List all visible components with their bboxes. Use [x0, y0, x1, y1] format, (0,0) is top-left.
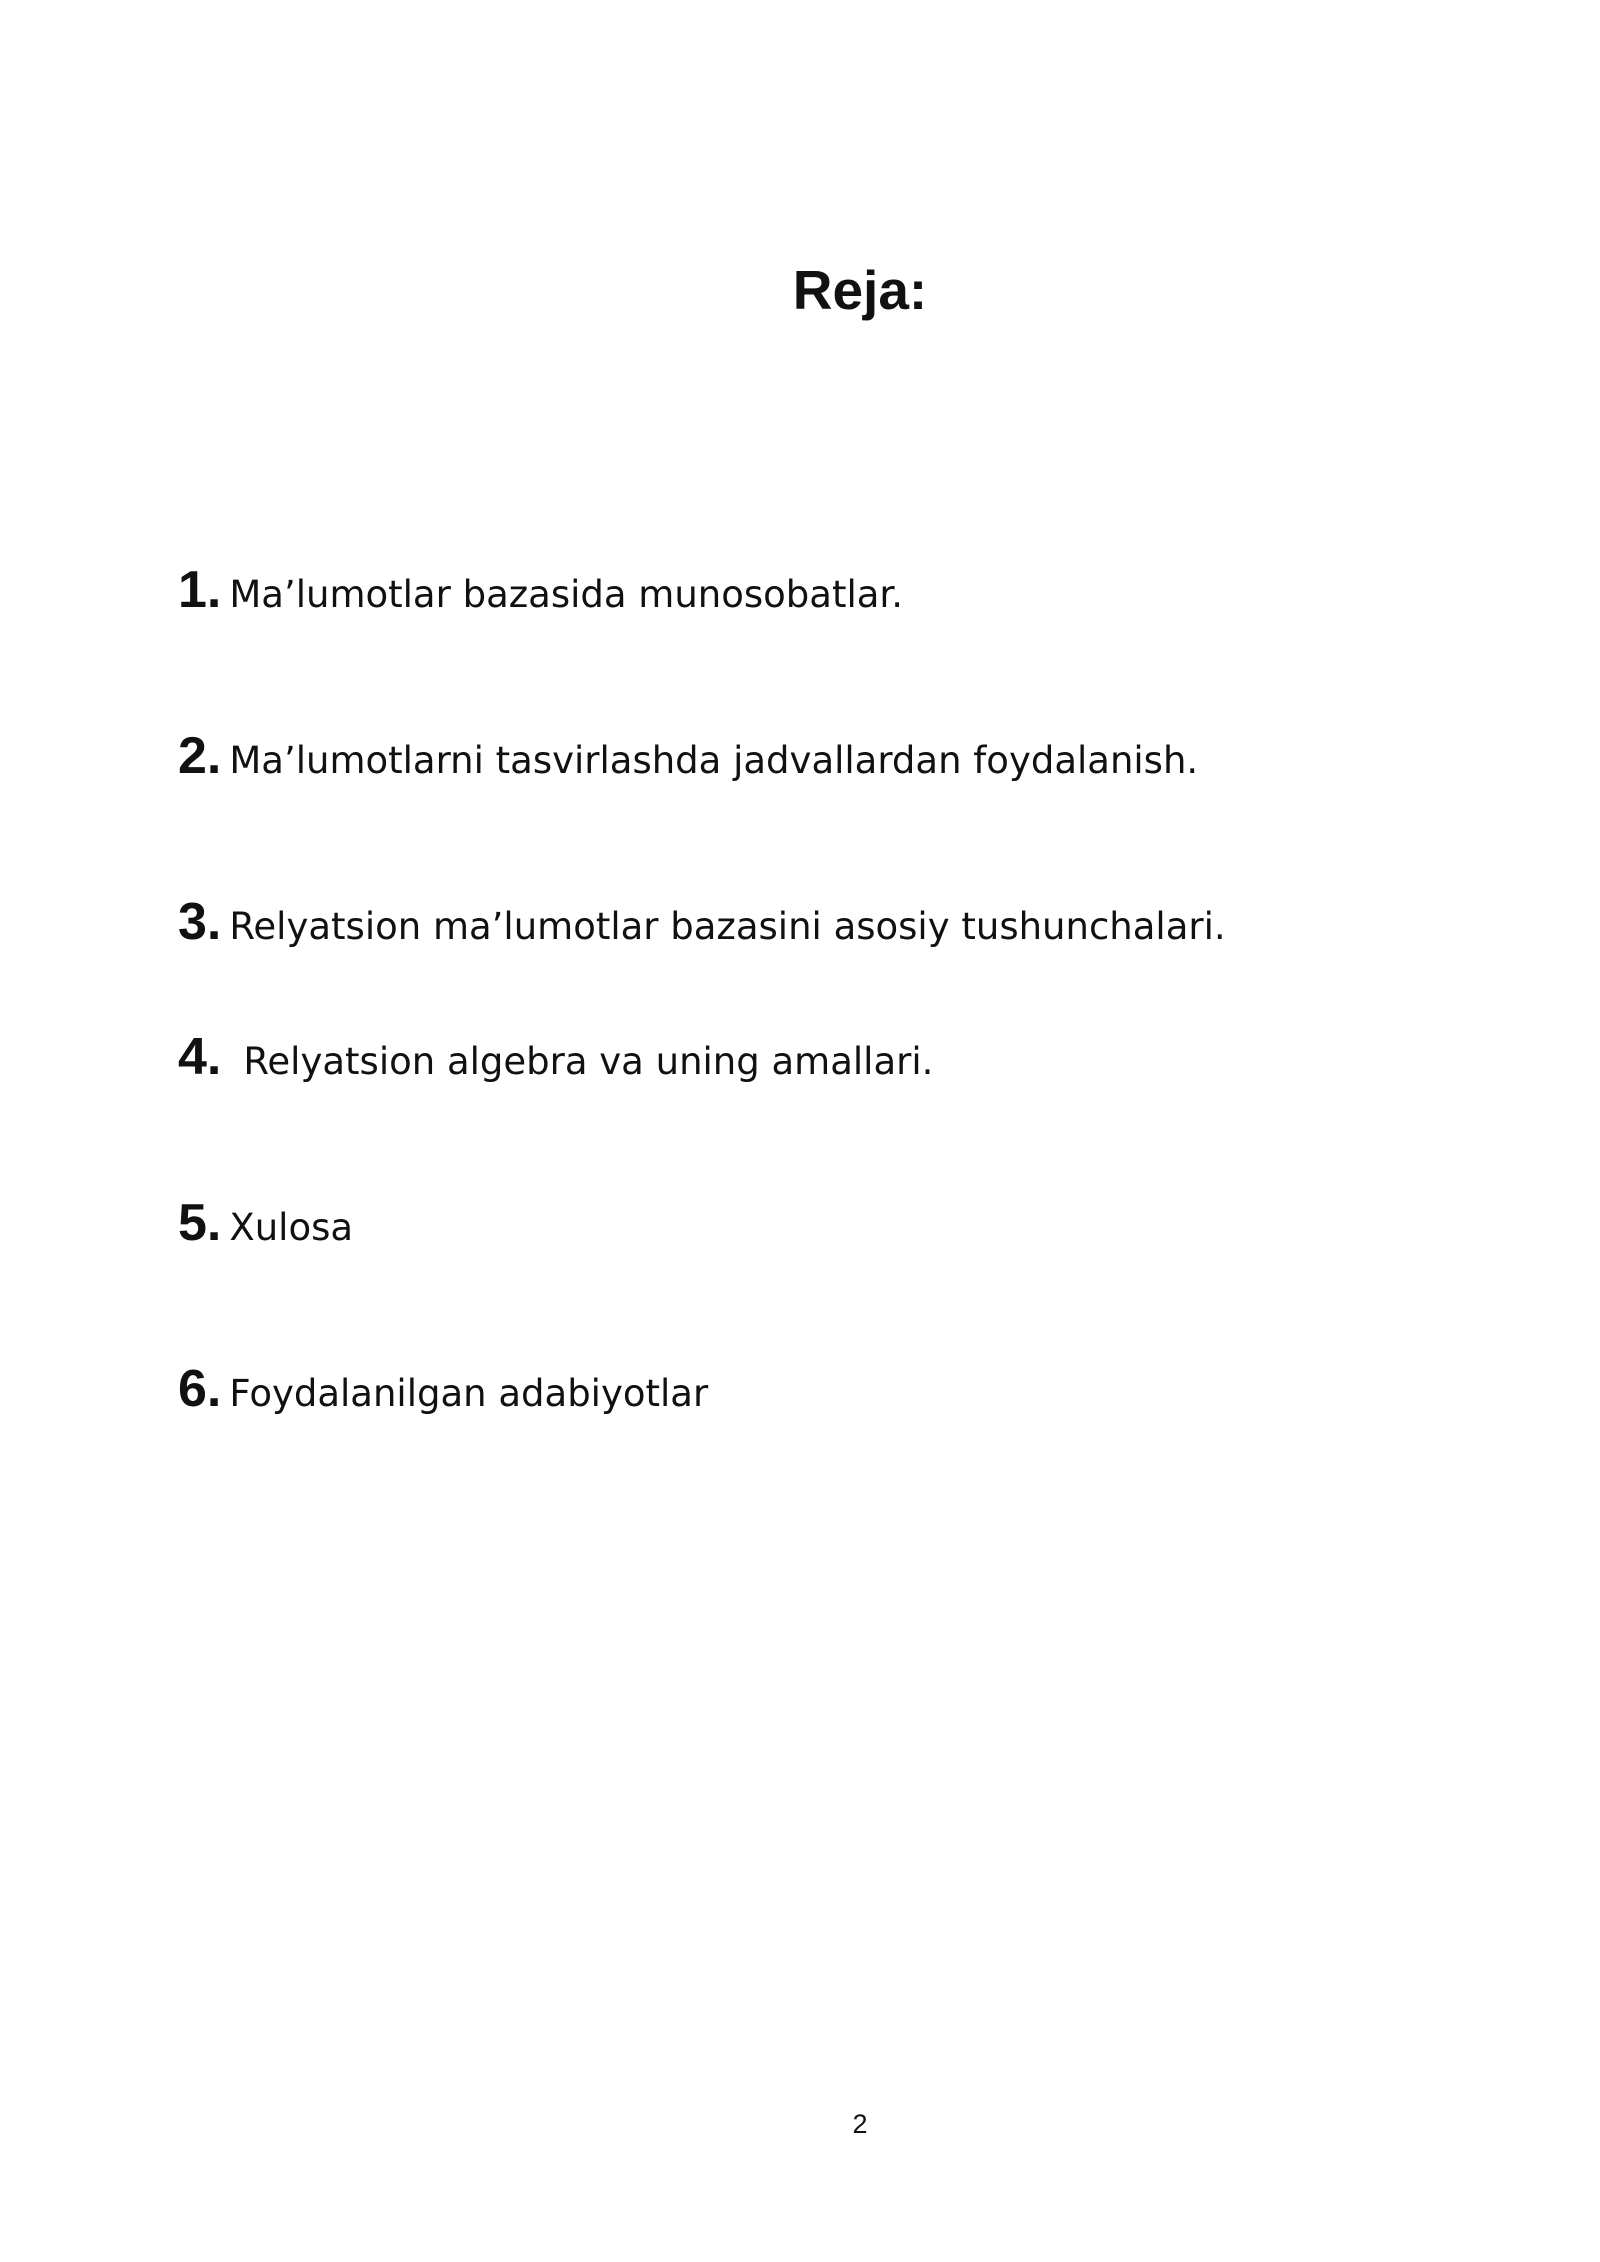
list-item-text: Relyatsion ma’lumotlar bazasini asosiy tushunchalari.	[229, 905, 1226, 948]
list-item-number: 1.	[178, 561, 222, 619]
page-title: Reja:	[792, 259, 928, 321]
list-item	[178, 726, 1198, 791]
list-item-text: Relyatsion algebra va uning amallari.	[243, 1040, 934, 1083]
list-item-number: 4.	[178, 1028, 222, 1086]
list-item-text: Ma’lumotlarni tasvirlashda jadvallardan foydalanish.	[229, 739, 1199, 782]
list-item-number: 5.	[178, 1194, 222, 1252]
list-item	[178, 1359, 708, 1424]
list-item-text: Ma’lumotlar bazasida munosobatlar.	[229, 573, 903, 616]
list-item-text: Xulosa	[229, 1206, 354, 1249]
list-item	[178, 560, 903, 625]
list-item-text: Foydalanilgan adabiyotlar	[229, 1372, 709, 1415]
list-item-number: 2.	[178, 727, 222, 785]
page-number: 2	[852, 2109, 868, 2139]
list-item	[178, 1193, 353, 1258]
list-item-number: 3.	[178, 893, 222, 951]
list-item-number: 6.	[178, 1360, 222, 1418]
list-item	[178, 892, 1226, 957]
list-item	[178, 1027, 933, 1092]
